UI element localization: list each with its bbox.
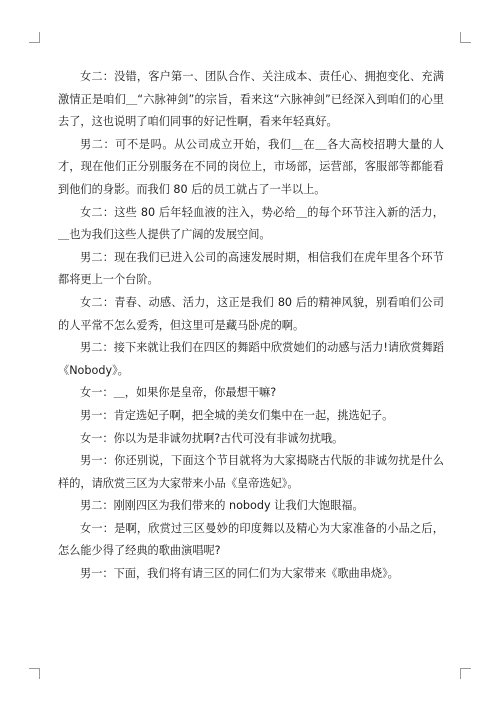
paragraph: 女一：＿，如果你是皇帝，你最想干嘛? (80, 386, 277, 400)
crop-mark-top-left (29, 32, 40, 43)
paragraph: 女二：青春、动感、活力，这正是我们 80 后的精神风貌，别看咱们公司的人平常不怎么爱秀，但这里可是藏马卧虎的啊。 (58, 295, 444, 332)
paragraph: 女二：这些 80 后年轻血液的注入，势必给＿的每个环节注入新的活力，＿也为我们这些人提供了广阔的发展空间。 (58, 205, 444, 242)
paragraph: 女一：是啊，欣赏过三区曼妙的印度舞以及精心为大家准备的小品之后，怎么能少得了经典的歌曲演唱呢? (58, 521, 444, 558)
paragraph: 女一：你以为是非诚勿扰啊?古代可没有非诚勿扰哦。 (80, 431, 344, 445)
document-body (58, 66, 444, 586)
paragraph: 男二：可不是吗。从公司成立开始，我们＿在＿各大高校招聘大量的人才，现在他们正分别服务在不同的岗位上，市场部，运营部，客服部等都能看到他们的身影。而我们 80 后的员工就占了一半以上。 (58, 137, 444, 196)
paragraph: 男一：肯定选妃子啊，把全城的美女们集中在一起，挑选妃子。 (80, 408, 394, 422)
paragraph: 男二：接下来就让我们在四区的舞蹈中欣赏她们的动感与活力!请欣赏舞蹈《Nobody》。 (58, 341, 444, 377)
crop-mark-top-right (460, 32, 471, 43)
paragraph: 男一：下面，我们将有请三区的同仁们为大家带来《歌曲串烧》。 (80, 567, 399, 581)
paragraph: 男二：刚刚四区为我们带来的 nobody 让我们大饱眼福。 (80, 499, 364, 513)
paragraph: 男二：现在我们已进入公司的高速发展时期，相信我们在虎年里各个环节都将更上一个台阶。 (58, 250, 444, 287)
paragraph: 女二：没错，客户第一、团队合作、关注成本、责任心、拥抱变化、充满激情正是咱们＿“六脉神剑”的宗旨，看来这“六脉神剑”已经深入到咱们的心里去了，这也说明了咱们同事的好记性啊，看来年轻真好。 (58, 70, 444, 129)
crop-mark-bottom-left (29, 668, 40, 679)
crop-mark-bottom-right (460, 668, 471, 679)
paragraph: 男一：你还别说，下面这个节目就将为大家揭晓古代版的非诚勿扰是什么样的，请欣赏三区为大家带来小品《皇帝选妃》。 (58, 454, 444, 490)
